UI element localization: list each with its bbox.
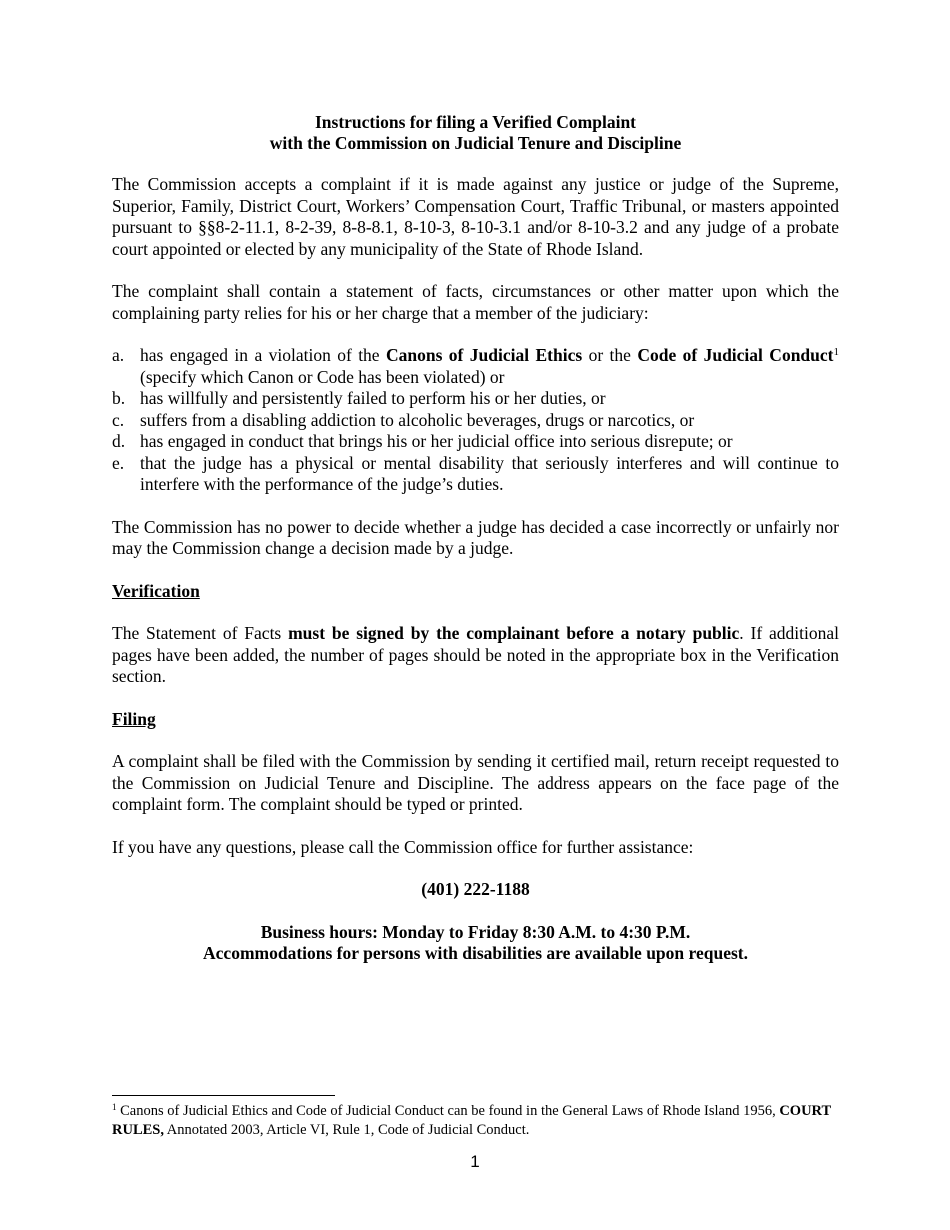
charges-list — [112, 345, 839, 496]
list-marker: b. — [112, 388, 126, 408]
filing-heading: Filing — [112, 708, 156, 729]
phone-number: (401) 222-1188 — [421, 879, 530, 899]
business-hours — [112, 922, 839, 965]
business-hours-line: Business hours: Monday to Friday 8:30 A.M. to 4:30 P.M. — [260, 921, 691, 942]
footnote-text: Annotated 2003, Article VI, Rule 1, Code of Judicial Conduct. — [163, 1122, 530, 1138]
intro-paragraph: The Commission accepts a complaint if it is made against any justice or judge of the Supreme, Superior, Family, District Court, Workers’ Compensation Court, Traffic Tribunal, or masters appointed pursuant to §§8-2-11.1, 8-2-39, 8-8-8.1, 8-10-3, 8-10-3.1 and/or 8-10-3.2 and any judge of a probate court appointed or elected by any municipality of the State of Rhode Island. — [112, 174, 839, 259]
code-bold: Code of Judicial Conduct — [637, 345, 834, 365]
list-item-text: suffers from a disabling addiction to alcoholic beverages, drugs or narcotics, or — [140, 409, 695, 430]
page-number: 1 — [470, 1152, 480, 1171]
list-item — [112, 410, 839, 432]
canons-bold: Canons of Judicial Ethics — [385, 345, 583, 365]
footnote-text: Canons of Judicial Ethics and Code of Judicial Conduct can be found in the General Laws of Rhode Island 1956, — [116, 1103, 780, 1119]
list-marker: c. — [112, 409, 125, 430]
footnote-number: 1 — [112, 1102, 117, 1112]
verification-text: . If additional pages have been added, the number of pages should be noted in the appropriate box in the Verification section. — [112, 623, 839, 686]
verification-heading: Verification — [112, 580, 200, 601]
list-item-text: that the judge has a physical or mental disability that seriously interferes and will continue to interfere with the performance of the judge’s duties. — [140, 452, 839, 494]
questions-paragraph: If you have any questions, please call the Commission office for further assistance: — [112, 836, 694, 857]
verification-bold: must be signed by the complainant before a notary public — [288, 623, 740, 643]
list-item — [112, 453, 839, 496]
footnote — [112, 1102, 852, 1140]
verification-paragraph — [112, 623, 839, 688]
list-marker: e. — [112, 452, 125, 473]
no-power-paragraph: The Commission has no power to decide whether a judge has decided a case incorrectly or unfairly nor may the Commission change a decision made by a judge. — [112, 516, 839, 558]
list-item — [112, 388, 839, 410]
footnote-divider — [112, 1095, 335, 1096]
list-item — [112, 345, 839, 388]
list-item-text: has willfully and persistently failed to perform his or her duties, or — [140, 388, 606, 408]
list-item — [112, 431, 839, 453]
document-title — [112, 112, 839, 154]
filing-paragraph: A complaint shall be filed with the Commission by sending it certified mail, return receipt requested to the Commission on Judicial Tenure and Discipline. The address appears on the face page of the complaint form. The complaint should be typed or printed. — [112, 751, 839, 814]
verification-text: The Statement of Facts — [112, 623, 289, 643]
list-marker: d. — [112, 431, 126, 451]
accommodations-line: Accommodations for persons with disabilities are available upon request. — [203, 943, 748, 963]
list-item-text: has engaged in conduct that brings his or her judicial office into serious disrepute; or — [140, 431, 733, 451]
footnote-ref: 1 — [833, 346, 839, 358]
list-item-text: (specify which Canon or Code has been violated) or — [140, 366, 505, 387]
list-marker: a. — [112, 345, 125, 365]
footnote-bold: COURT RULES, — [112, 1103, 831, 1138]
title-line-1: Instructions for filing a Verified Complaint — [314, 112, 636, 132]
title-line-2: with the Commission on Judicial Tenure and Discipline — [269, 133, 682, 153]
document-page — [112, 112, 839, 986]
complaint-contents-paragraph: The complaint shall contain a statement of facts, circumstances or other matter upon which the complaining party relies for his or her charge that a member of the judiciary: — [112, 281, 839, 323]
list-item-text: or the — [582, 345, 638, 365]
list-item-text: has engaged in a violation of the — [140, 345, 386, 365]
